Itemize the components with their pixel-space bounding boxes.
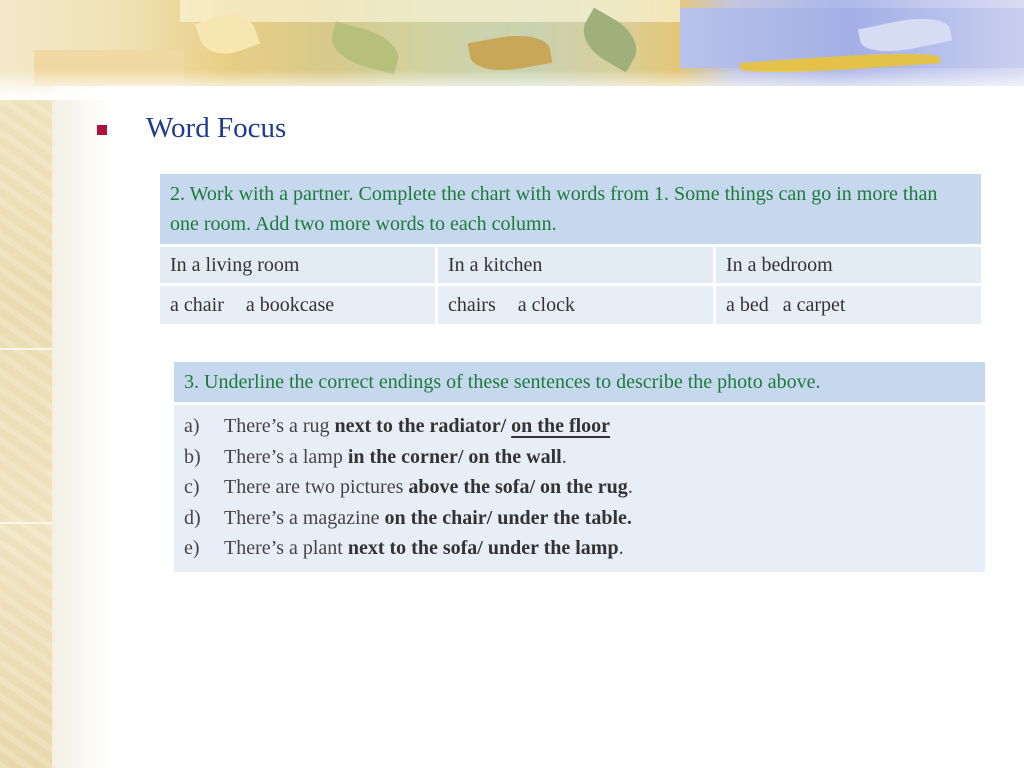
exercise-3-table (171, 359, 988, 575)
item-text: There are two pictures (224, 476, 409, 498)
cell-word: a bed (726, 293, 769, 316)
item-option: in the corner/ on the wall (347, 445, 562, 468)
exercise-2-instruction: 2. Work with a partner. Complete the chart with words from 1. Some things can go in more than one room. Add two more words to each column. (159, 173, 983, 246)
left-texture-strip (0, 0, 52, 768)
item-end: . (627, 476, 633, 498)
banner-fade (0, 70, 1024, 100)
list-item (184, 472, 975, 503)
bullet-square-icon (97, 125, 107, 135)
exercise-2-table (157, 171, 984, 327)
item-text: There’s a plant (224, 537, 348, 559)
item-text: There’s a magazine (224, 506, 385, 529)
item-label: a) (184, 415, 200, 437)
cell-word: a clock (517, 293, 575, 316)
left-shadow (52, 85, 112, 768)
item-end: . (618, 537, 624, 559)
column-header-living-room: In a living room (159, 246, 437, 285)
item-label: d) (184, 506, 201, 529)
cell-kitchen (437, 285, 715, 326)
item-text: There’s a lamp (224, 445, 348, 468)
item-option: on the chair/ under the table. (384, 506, 632, 529)
column-header-bedroom: In a bedroom (715, 246, 983, 285)
slide-title: Word Focus (146, 112, 287, 144)
item-label: e) (184, 537, 200, 559)
item-text: There’s a rug (224, 415, 335, 437)
cell-word: a chair (170, 293, 224, 316)
cell-bedroom (715, 285, 983, 326)
cell-living-room (159, 285, 437, 326)
list-item (184, 442, 975, 473)
cell-word: a bookcase (245, 293, 335, 316)
strip-divider (0, 522, 52, 524)
strip-divider (0, 348, 52, 350)
item-end: . (561, 445, 567, 468)
list-item (184, 411, 975, 442)
item-option: next to the sofa/ under the lamp (347, 537, 619, 559)
item-label: b) (184, 445, 201, 468)
item-label: c) (184, 476, 200, 498)
leaf-graphic (327, 22, 404, 75)
exercise-3-instruction: 3. Underline the correct endings of these sentences to describe the photo above. (173, 361, 987, 404)
cell-word: chairs (448, 293, 496, 316)
list-item (184, 503, 975, 534)
column-header-kitchen: In a kitchen (437, 246, 715, 285)
item-option-underlined: on the floor (511, 415, 611, 437)
cell-word: a carpet (782, 293, 846, 316)
list-item (184, 533, 975, 564)
item-option: next to the radiator/ (334, 415, 512, 437)
item-option: above the sofa/ on the rug (408, 476, 628, 498)
exercise-3-items (173, 404, 987, 574)
